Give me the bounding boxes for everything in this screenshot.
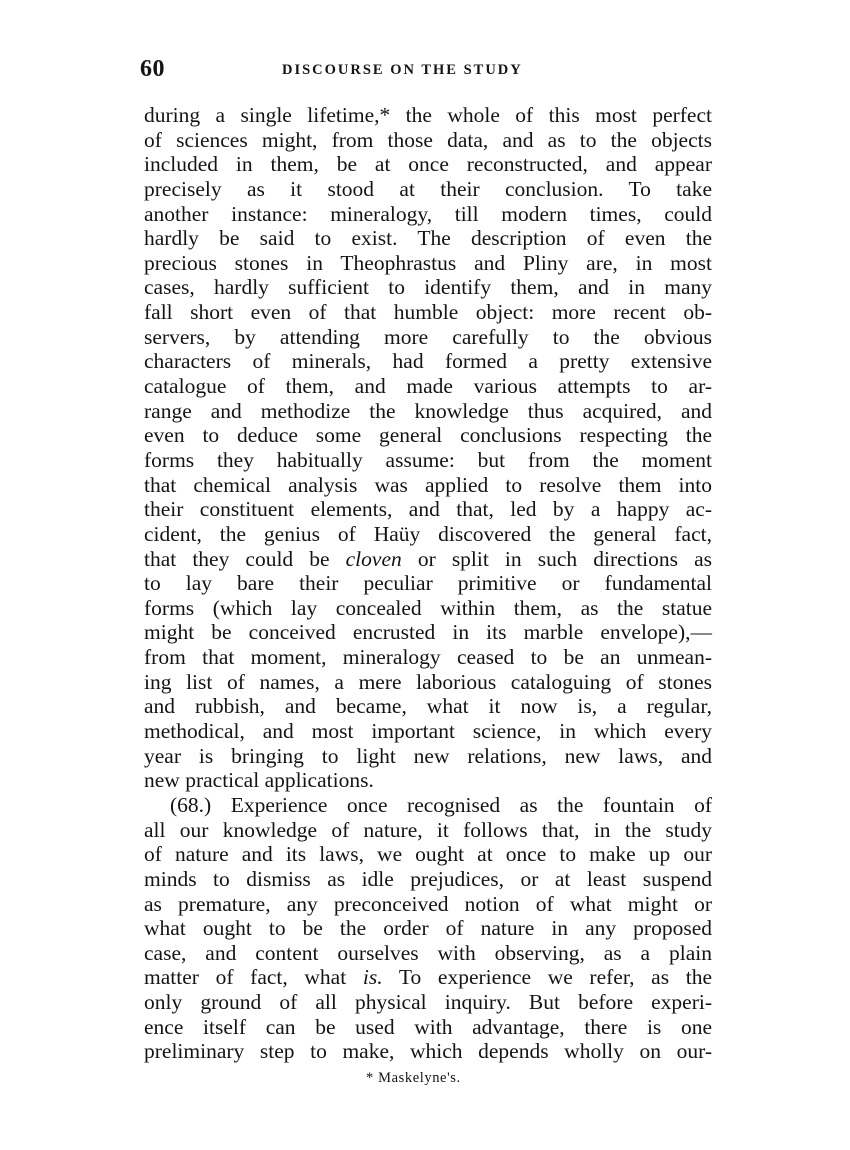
text-line: even to deduce some general conclusions respecting the [144,423,712,448]
text-line: fall short even of that humble object: more recent ob- [144,300,712,325]
text-line: another instance: mineralogy, till modern times, could [144,201,712,226]
footnote: * Maskelyne's. [366,1070,461,1086]
text-line: that chemical analysis was applied to resolve them into [144,472,712,497]
text-line: as premature, any preconceived notion of what might or [144,891,712,916]
text-line: methodical, and most important science, in which every [144,719,712,744]
text-line: cases, hardly sufficient to identify them, and in many [144,275,712,300]
text-line: range and methodize the knowledge thus acquired, and [144,398,712,423]
text-line: only ground of all physical inquiry. But before experi- [144,990,712,1015]
text-line: forms they habitually assume: but from the moment [144,447,712,472]
text-line: that they could be cloven or split in such directions as [144,546,712,571]
text-line: of sciences might, from those data, and as to the objects [144,127,712,152]
body-text [144,103,712,1064]
text-line: what ought to be the order of nature in any proposed [144,916,712,941]
text-line: all our knowledge of nature, it follows that, in the study [144,817,712,842]
text-line: catalogue of them, and made various attempts to ar- [144,374,712,399]
text-line: characters of minerals, had formed a pretty extensive [144,349,712,374]
page-header [140,56,715,88]
text-line: included in them, be at once reconstructed, and appear [144,152,712,177]
text-line: to lay bare their peculiar primitive or fundamental [144,571,712,596]
text-line: their constituent elements, and that, led by a happy ac- [144,497,712,522]
text-line: of nature and its laws, we ought at once to make up our [144,842,712,867]
text-line: matter of fact, what is. To experience we refer, as the [144,965,713,990]
text-line: and rubbish, and became, what it now is, a regular, [144,694,712,719]
text-line: minds to dismiss as idle prejudices, or at least suspend [144,866,712,891]
text-line: hardly be said to exist. The description of even the [144,226,712,251]
text-line: precious stones in Theophrastus and Pliny are, in most [144,250,712,275]
text-line: servers, by attending more carefully to the obvious [144,324,712,349]
text-line: might be conceived encrusted in its marble envelope),— [144,620,712,645]
page-number: 60 [140,56,165,82]
text-line: ence itself can be used with advantage, there is one [144,1014,712,1039]
text-line: ing list of names, a mere laborious cataloguing of stones [144,669,712,694]
text-line: during a single lifetime,* the whole of this most perfect [144,103,712,127]
text-line: preliminary step to make, which depends wholly on our- [144,1039,712,1064]
text-line: case, and content ourselves with observing, as a plain [144,940,712,965]
text-line: precisely as it stood at their conclusion. To take [144,176,712,201]
paragraph-68-first-line: (68.) Experience once recognised as the fountain of [170,792,712,817]
text-line: year is bringing to light new relations, new laws, and [144,743,712,768]
text-line: cident, the genius of Haüy discovered the general fact, [144,521,712,546]
text-line: from that moment, mineralogy ceased to be an unmean- [144,645,712,670]
text-line: forms (which lay concealed within them, as the statue [144,595,712,620]
text-line: new practical applications. [144,768,374,793]
running-title: DISCOURSE ON THE STUDY [282,62,523,78]
